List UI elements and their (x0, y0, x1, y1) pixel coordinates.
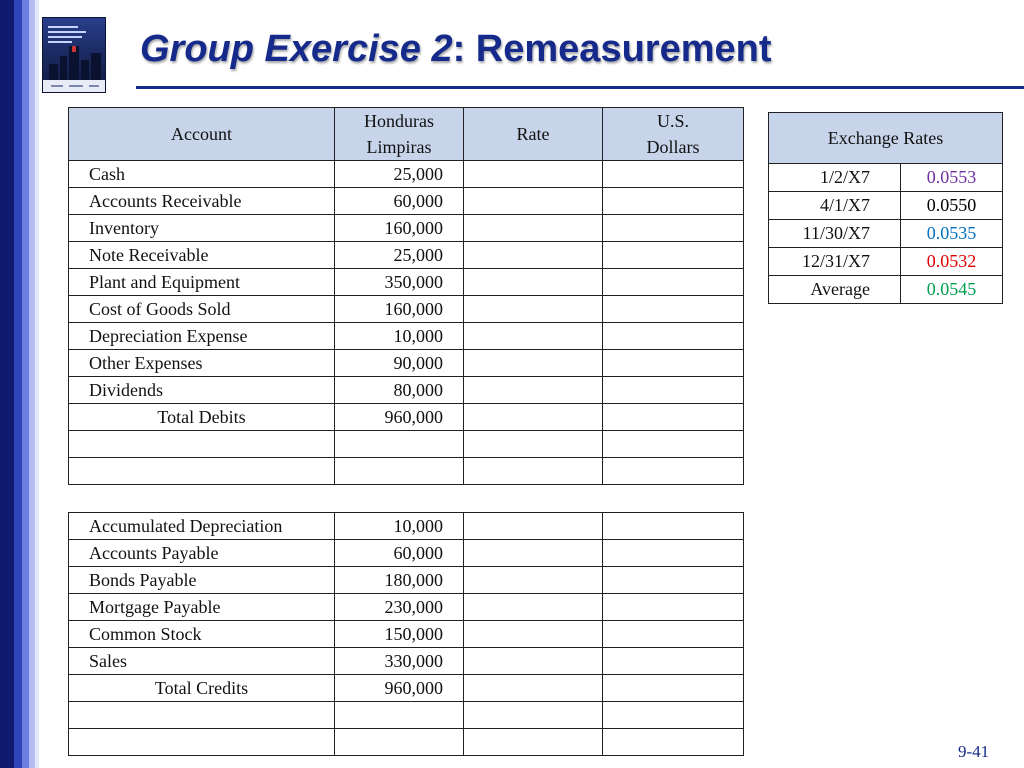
table-row (69, 215, 744, 242)
exchange-rates-table (768, 112, 1003, 304)
blank-cell[interactable] (69, 458, 335, 485)
exchange-rates-header-row (769, 113, 1003, 164)
rate-cell[interactable] (464, 567, 603, 594)
usd-cell[interactable] (603, 269, 744, 296)
blank-cell[interactable] (603, 431, 744, 458)
left-stripe-dark (0, 0, 14, 768)
total-debits-label: Total Debits (69, 404, 335, 431)
lempiras-header-line2: Limpiras (366, 137, 432, 157)
lempiras-header (335, 108, 464, 161)
account-cell: Sales (69, 648, 335, 675)
credits-table (68, 512, 744, 756)
blank-cell[interactable] (464, 702, 603, 729)
rate-cell[interactable] (464, 161, 603, 188)
rate-cell[interactable] (464, 242, 603, 269)
title-underline (136, 86, 1024, 89)
rate-cell[interactable] (464, 513, 603, 540)
usd-cell[interactable] (603, 323, 744, 350)
account-cell: Bonds Payable (69, 567, 335, 594)
account-cell: Accounts Payable (69, 540, 335, 567)
rate-cell[interactable] (464, 188, 603, 215)
table-row (69, 513, 744, 540)
account-cell: Accumulated Depreciation (69, 513, 335, 540)
rate-date: 4/1/X7 (769, 192, 901, 220)
total-debits-row (69, 404, 744, 431)
left-stripe-blue (14, 0, 22, 768)
lempiras-cell: 25,000 (335, 242, 464, 269)
slide-title-exercise: Group Exercise 2 (140, 28, 453, 70)
usd-cell[interactable] (603, 350, 744, 377)
lempiras-cell: 180,000 (335, 567, 464, 594)
blank-cell[interactable] (603, 458, 744, 485)
lempiras-cell: 10,000 (335, 323, 464, 350)
rate-value: 0.0553 (901, 164, 1003, 192)
account-cell: Inventory (69, 215, 335, 242)
blank-row (69, 729, 744, 756)
usd-cell[interactable] (603, 188, 744, 215)
lempiras-cell: 350,000 (335, 269, 464, 296)
table-row (69, 621, 744, 648)
rate-row (769, 220, 1003, 248)
blank-cell[interactable] (335, 431, 464, 458)
account-cell: Accounts Receivable (69, 188, 335, 215)
rate-date: 11/30/X7 (769, 220, 901, 248)
account-header: Account (69, 108, 335, 161)
page-number: 9-41 (958, 742, 990, 761)
rate-header: Rate (464, 108, 603, 161)
slide-title-topic: : Remeasurement (452, 28, 772, 70)
rate-cell[interactable] (464, 540, 603, 567)
usd-header-line1: U.S. (656, 111, 689, 131)
blank-cell[interactable] (335, 729, 464, 756)
rate-cell[interactable] (464, 323, 603, 350)
usd-cell[interactable] (603, 621, 744, 648)
rate-row (769, 248, 1003, 276)
usd-cell[interactable] (603, 513, 744, 540)
account-cell: Common Stock (69, 621, 335, 648)
left-stripe-pale (35, 0, 39, 768)
account-cell: Cost of Goods Sold (69, 296, 335, 323)
rate-value: 0.0532 (901, 248, 1003, 276)
blank-cell[interactable] (603, 729, 744, 756)
total-credits-row (69, 675, 744, 702)
table-row (69, 188, 744, 215)
rate-cell[interactable] (464, 404, 603, 431)
table-row (69, 567, 744, 594)
usd-cell[interactable] (603, 675, 744, 702)
blank-cell[interactable] (603, 702, 744, 729)
account-cell: Dividends (69, 377, 335, 404)
rate-value: 0.0535 (901, 220, 1003, 248)
usd-header-line2: Dollars (646, 137, 700, 157)
usd-cell[interactable] (603, 161, 744, 188)
lempiras-cell: 25,000 (335, 161, 464, 188)
blank-cell[interactable] (69, 729, 335, 756)
rate-cell[interactable] (464, 648, 603, 675)
table-row (69, 540, 744, 567)
rate-cell[interactable] (464, 675, 603, 702)
exchange-rates-header: Exchange Rates (769, 113, 1003, 164)
account-cell: Cash (69, 161, 335, 188)
usd-cell[interactable] (603, 404, 744, 431)
total-credits-amount: 960,000 (335, 675, 464, 702)
blank-row (69, 431, 744, 458)
table-row (69, 377, 744, 404)
slide-title (140, 28, 772, 71)
lempiras-cell: 160,000 (335, 215, 464, 242)
account-cell: Mortgage Payable (69, 594, 335, 621)
account-cell: Note Receivable (69, 242, 335, 269)
lempiras-cell: 90,000 (335, 350, 464, 377)
lempiras-cell: 60,000 (335, 540, 464, 567)
blank-cell[interactable] (69, 431, 335, 458)
rate-row (769, 192, 1003, 220)
account-cell: Other Expenses (69, 350, 335, 377)
rate-value: 0.0545 (901, 276, 1003, 304)
rate-cell[interactable] (464, 621, 603, 648)
table-row (69, 161, 744, 188)
usd-cell[interactable] (603, 594, 744, 621)
blank-cell[interactable] (69, 702, 335, 729)
rate-date: 1/2/X7 (769, 164, 901, 192)
blank-cell[interactable] (335, 702, 464, 729)
blank-cell[interactable] (464, 729, 603, 756)
rate-cell[interactable] (464, 296, 603, 323)
usd-cell[interactable] (603, 377, 744, 404)
table-row (69, 296, 744, 323)
table-row (69, 269, 744, 296)
usd-cell[interactable] (603, 296, 744, 323)
usd-cell[interactable] (603, 215, 744, 242)
lempiras-cell: 60,000 (335, 188, 464, 215)
rate-value: 0.0550 (901, 192, 1003, 220)
table-row (69, 350, 744, 377)
lempiras-cell: 80,000 (335, 377, 464, 404)
table-row (69, 323, 744, 350)
lempiras-cell: 330,000 (335, 648, 464, 675)
debits-table (68, 107, 744, 485)
rate-date: 12/31/X7 (769, 248, 901, 276)
table-row (69, 242, 744, 269)
total-debits-amount: 960,000 (335, 404, 464, 431)
account-cell: Depreciation Expense (69, 323, 335, 350)
rate-cell[interactable] (464, 350, 603, 377)
rate-cell[interactable] (464, 269, 603, 296)
lempiras-cell: 230,000 (335, 594, 464, 621)
blank-cell[interactable] (464, 431, 603, 458)
total-credits-label: Total Credits (69, 675, 335, 702)
rate-cell[interactable] (464, 377, 603, 404)
blank-cell[interactable] (464, 458, 603, 485)
lempiras-header-line1: Honduras (364, 111, 434, 131)
header-row (69, 108, 744, 161)
rate-cell[interactable] (464, 594, 603, 621)
rate-row (769, 164, 1003, 192)
table-row (69, 594, 744, 621)
usd-cell[interactable] (603, 242, 744, 269)
blank-row (69, 702, 744, 729)
lempiras-cell: 160,000 (335, 296, 464, 323)
blank-cell[interactable] (335, 458, 464, 485)
rate-date: Average (769, 276, 901, 304)
rate-cell[interactable] (464, 215, 603, 242)
left-stripe-mid (22, 0, 29, 768)
table-row (69, 648, 744, 675)
book-cover-image (42, 17, 106, 93)
usd-cell[interactable] (603, 540, 744, 567)
lempiras-cell: 150,000 (335, 621, 464, 648)
blank-row (69, 458, 744, 485)
usd-header (603, 108, 744, 161)
lempiras-cell: 10,000 (335, 513, 464, 540)
usd-cell[interactable] (603, 648, 744, 675)
account-cell: Plant and Equipment (69, 269, 335, 296)
usd-cell[interactable] (603, 567, 744, 594)
rate-row (769, 276, 1003, 304)
